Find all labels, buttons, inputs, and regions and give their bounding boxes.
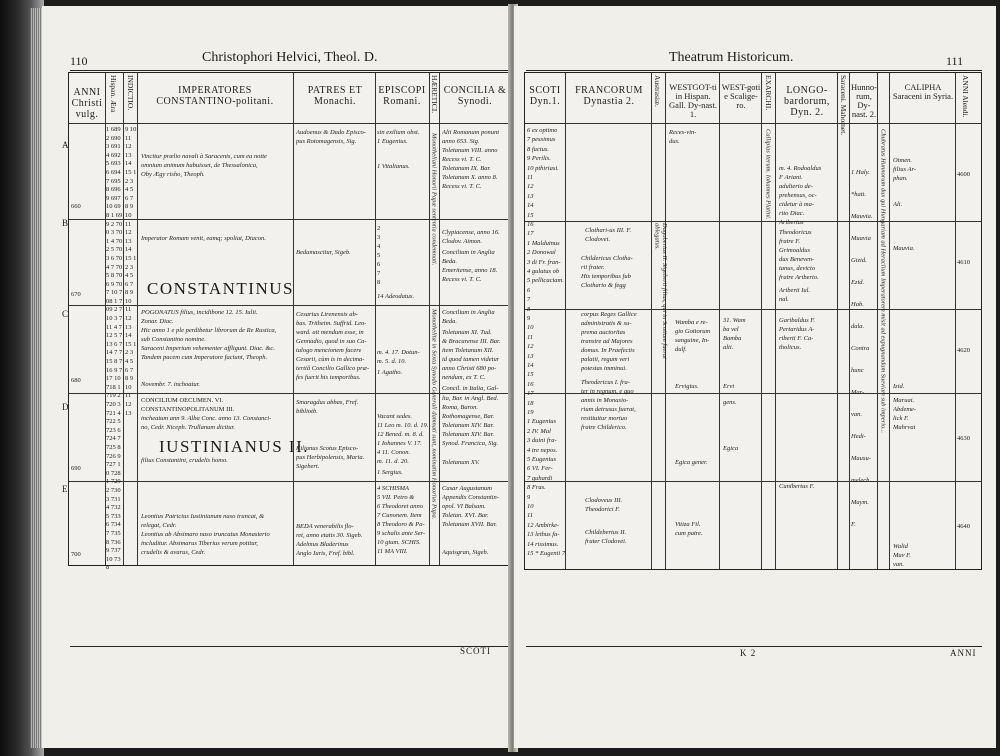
concilia-entry: id quod tamen videtur: [442, 356, 500, 363]
longobard-entry: Aribertus: [779, 219, 804, 226]
saraceni-entry: F.: [851, 521, 856, 528]
westgot-entry: Vitiza Fil.: [675, 521, 701, 528]
saraceni-entry: melech: [851, 477, 870, 484]
episcopi-entry: 8: [377, 279, 381, 286]
longobard-entry: Pertaridus A-: [779, 326, 815, 333]
concilia-entry: Toletanum XIV. Bar.: [442, 431, 495, 438]
calipha-entry: Ali.: [893, 201, 903, 208]
emperor-banner-constantinus: CONSTANTINUS: [147, 279, 294, 298]
australia-entry: Dagobertus II. Sigeberti filius, qui in Scotiam fuerat ablegatus.: [653, 223, 668, 359]
scoti-entry: 14: [527, 362, 534, 369]
concilia-entry: Toletanum XVII. Bar.: [442, 521, 498, 528]
chronology-table-left: [68, 72, 510, 572]
imperatores-entry: no, Cedr. Niceph. Trullanum dicitur.: [141, 424, 235, 431]
concilia-entry: Roma, Baron.: [442, 404, 479, 411]
header-calipha: CALIPHA Saraceni in Syria.: [892, 83, 954, 101]
header-scoti: SCOTI Dyn.1.: [529, 85, 561, 107]
concilia-entry: & Bracarense III. Bar.: [442, 338, 501, 345]
section-letter: C: [62, 309, 69, 319]
scoti-entry: 17: [527, 390, 534, 398]
westgot-entry: Egica gener.: [675, 459, 708, 466]
patres-entry: Kilianus Scotus Episco-: [296, 445, 359, 452]
saraceni-entry: Mar-: [851, 389, 865, 396]
episcopi-entry: 6: [377, 261, 381, 268]
francorum-entry: rium detrusus fuerat,: [581, 406, 636, 413]
episcopi-entry: m. 4. 17. Dotun-: [377, 349, 420, 356]
header-westgoti-scalig: WEST-goti e Scalige-ro.: [721, 83, 761, 110]
scoti-entry: 8 Fras.: [527, 484, 546, 492]
westgoti-scalig-entry: 31. Wam: [723, 317, 746, 324]
indictio-column: 9 10 11 12 13 14 15 1 2 3 4 5 6 7 8 9 10 11 12 13 14 15 1 2 3 4 5 6 7 8 9 10 11 12 13 14 15 1 2 3 4 5 6 7 8 9 10 11 12 13: [125, 126, 137, 417]
scoti-entry: 18: [527, 399, 534, 407]
imperatores-entry: Hic anno 1 e ple perdibetur librorum de Re Rustica,: [141, 327, 277, 334]
scoti-entry: 12: [527, 183, 534, 191]
scoti-entry: 4 tre nepos.: [527, 446, 558, 454]
westgot-entry: cum patre.: [675, 530, 703, 537]
scoti-entry: 4 gulatus ob: [527, 268, 560, 275]
scoti-entry: 12: [527, 343, 534, 351]
longobard-entry: tholicus.: [779, 344, 802, 351]
concilia-entry: Concilium in Anglia: [442, 309, 495, 316]
head-rule-right: [526, 70, 982, 71]
concilia-entry: Toletanum XV.: [442, 459, 480, 466]
section-letter: E: [62, 484, 68, 494]
concilia-entry: Toletanum VIII. anno: [442, 147, 498, 154]
francorum-entry: Childericus Clotha-: [581, 255, 633, 262]
episcopi-entry: 11 MA VIII.: [377, 548, 408, 555]
episcopi-entry: m. 11. d. 20.: [377, 458, 409, 465]
imperatores-entry: Oby Ægy risho, Theoph.: [141, 171, 205, 178]
chronology-table-right: [524, 72, 982, 570]
header-francorum: FRANCORUM Dynastia 2.: [575, 85, 643, 107]
scoti-entry: 15: [527, 211, 534, 219]
head-rule-left: [70, 70, 510, 71]
scoti-entry: 7 quhardi: [527, 474, 553, 482]
patres-entry: Anglo Iuris, Fref. bibl.: [296, 550, 355, 557]
header-hispan: Hispan. Æra: [109, 75, 118, 113]
scoti-entry: 5 pellicaciam.: [527, 277, 564, 285]
page-number-left: 110: [70, 54, 88, 68]
scoti-entry: 10: [527, 503, 534, 510]
header-patres: PATRES ET Monachi.: [307, 85, 363, 107]
westgot-entry: gio Gottorum: [675, 328, 711, 335]
scoti-entry: 1 Malduinus: [527, 239, 560, 247]
imperatores-entry: POGONATUS filius, incidibone 12. 15. Iulii.: [141, 309, 258, 316]
heretici-entry: Monothelitæ in Sexta Synodo Generali damnati sunt, nominatim Honorius Papa.: [430, 309, 438, 520]
header-hunnorum: Hunno-rum, Dy-nast. 2.: [851, 83, 877, 119]
concilia-entry: Aquisgran, Sigeb.: [442, 549, 489, 556]
calipha-entry: Maruai.: [893, 397, 915, 404]
concilia-entry: Toletanum X. anno 8.: [442, 174, 498, 181]
concilia-entry: Rothomagense, Bar.: [442, 413, 495, 420]
imperatores-entry: Saraceni Imperium vehementer affligunt. Diac. &c.: [141, 345, 275, 352]
episcopi-entry: 4 11. Conon.: [377, 449, 411, 456]
westgoti-scalig-entry: ba vel: [723, 326, 739, 333]
patres-entry: Cesarii, cùm is in decima-: [296, 356, 365, 363]
saraceni-entry: Mausu-: [851, 455, 871, 462]
westgot-entry: sanguine, In-: [675, 337, 710, 344]
concilia-entry: Toletanum XI. Tud.: [442, 329, 492, 336]
scoti-entry: 8 factus.: [527, 145, 550, 153]
scoti-entry: 10: [527, 324, 534, 332]
saraceni-entry: hunc: [851, 367, 864, 374]
concilia-entry: Concil. in Italia, Gal-: [442, 385, 499, 392]
westgot-entry: Reces-vin-: [669, 129, 697, 136]
scoti-entry: 14: [527, 202, 534, 210]
francorum-entry: His temporibus fub: [581, 273, 631, 280]
longobard-entry: fratre F.: [779, 238, 800, 245]
header-saraceni: Saraceni. Mahomet.: [839, 75, 848, 136]
westgoti-scalig-entry: Bamba: [723, 335, 742, 342]
episcopi-entry: 12 Bened. m. 8. d.: [377, 431, 424, 438]
running-head-right: Theatrum Historicum.: [669, 50, 794, 65]
concilia-entry: item Toletanum XII.: [442, 347, 494, 354]
francorum-entry: corpus Reges Gallice: [581, 311, 637, 318]
longobard-entry: Ariberti Iul.: [779, 287, 811, 294]
episcopi-entry: 5 VII. Petro &: [377, 494, 415, 501]
calipha-entry: Muv F.: [893, 552, 911, 559]
scoti-entry: 5 Eugenius: [527, 456, 557, 463]
francorum-entry: Theodericus I. fra-: [581, 379, 630, 386]
patres-entry: Adelmus Bladerinus: [296, 541, 349, 548]
calipha-entry: Izid.: [893, 383, 905, 390]
episcopi-entry: 2: [377, 225, 381, 232]
scoti-entry: 17: [527, 230, 534, 238]
concilia-entry: Appendix Constantin-: [442, 494, 499, 501]
scoti-entry: 6 ex optimo: [527, 127, 558, 134]
concilia-entry: Toletanum XIV. Bar.: [442, 422, 495, 429]
catchword-left: SCOTI: [460, 646, 492, 656]
imperatores-entry: sub Constantino nomine.: [141, 336, 206, 343]
scoti-entry: 16: [527, 221, 534, 228]
header-heretici: HÆRETICI.: [430, 75, 439, 114]
scoti-entry: 13 lethus fa-: [527, 531, 560, 539]
header-anni-alendi: ANNI Alendi.: [961, 75, 970, 118]
longobard-entry: Cunibertus F.: [779, 483, 815, 490]
right-page: [514, 6, 996, 748]
saraceni-entry: Ezid.: [851, 279, 865, 286]
imperatores-entry: Leontius ab Absimaro naso truncatus Monasterio: [141, 531, 270, 538]
foot-rule-left: [70, 646, 510, 647]
foot-rule-right: [526, 646, 982, 647]
concilia-entry: Emeritense, anno 18.: [442, 267, 498, 274]
longobard-entry: F Ariani.: [779, 174, 803, 181]
francorum-entry: restituitur mortuo: [581, 415, 628, 422]
episcopi-entry: 1 Eugenius.: [377, 138, 408, 145]
header-imperatores: IMPERATORES CONSTANTINO-politani.: [156, 85, 274, 107]
imperatores-entry: omnium animum habuisset, de Thessalonica,: [141, 162, 258, 169]
patres-entry: Bedamascitur, Sigeb.: [296, 249, 351, 256]
francorum-entry: prema auctoritas: [581, 329, 626, 336]
year-label: 690: [71, 465, 81, 472]
header-episcopi: EPISCOPI Romani.: [378, 85, 426, 107]
scoti-entry: 11: [527, 333, 534, 341]
francorum-entry: fratre Childerico.: [581, 424, 627, 431]
imperatores-entry: Leontius Patricius Iustinianum naso truncat, &: [141, 513, 265, 520]
catchword-right: ANNI: [950, 648, 977, 658]
scoti-entry: 9: [527, 493, 531, 501]
running-head-left: Christophori Helvici, Theol. D.: [202, 50, 378, 65]
section-letter: B: [62, 218, 69, 228]
scoti-entry: 6: [527, 286, 531, 294]
concilia-entry: Clodov. Aimon.: [442, 238, 483, 245]
patres-entry: tertiâ Concilio Gallico præ-: [296, 365, 370, 372]
longobard-entry: m. 4. Rodoaldus: [779, 165, 822, 172]
page-number-right: 111: [946, 54, 964, 68]
scoti-entry: 8: [527, 305, 531, 313]
francorum-entry: Clodovei.: [585, 236, 611, 243]
longobard-entry: Garibaldus F.: [779, 317, 815, 324]
episcopi-entry: 10 gium. SCHIS.: [377, 539, 421, 546]
scoti-entry: 7 pessimus: [527, 136, 556, 144]
concilia-entry: Toletan. XVI. Bar.: [442, 512, 489, 519]
patres-entry: ward. ait mendum esse, in: [296, 329, 364, 336]
francorum-entry: palatii, regum veri: [581, 356, 630, 363]
concilia-entry: anno Christi 680 po-: [442, 365, 497, 372]
patres-entry: talogo mencionem facere: [296, 347, 362, 354]
westgoti-scalig-entry: Egica: [723, 445, 739, 452]
longobard-entry: nal.: [779, 296, 789, 303]
concilia-entry: Recess vi. T. C.: [442, 183, 482, 190]
saraceni-entry: Gizid.: [851, 257, 867, 264]
scoti-entry: 10 pthiriasi.: [527, 164, 559, 172]
saraceni-entry: Mauvia.: [851, 213, 873, 220]
patres-entry: pus Rotomagensis, Sig.: [296, 138, 357, 145]
saraceni-entry: Hedi-: [851, 433, 866, 440]
patres-entry: ret, anno etatis 30. Sigeb.: [296, 532, 363, 539]
scoti-entry: 6 VI. Fer-: [527, 465, 553, 473]
imperatores-entry: incheatum ann 9. Alba Conc. anno 13. Constanci-: [141, 415, 272, 422]
patres-entry: Gennadio, quod in suo Ca-: [296, 338, 367, 345]
imperatores-entry: CONCILIUM OECUMEN. VI.: [141, 397, 224, 404]
saraceni-entry: *hatt.: [851, 191, 866, 198]
year-label: 660: [71, 203, 81, 210]
saraceni-entry: Contra: [851, 345, 870, 352]
scoti-entry: 11: [527, 174, 534, 181]
scoti-entry: 14 rissimus.: [527, 540, 559, 548]
episcopi-entry: 1 Vitalianus.: [377, 163, 410, 170]
francorum-entry: administratis & su-: [581, 320, 632, 327]
imperatores-entry: Novembr. 7. inchoatur.: [141, 381, 201, 388]
longobard-entry: cidetur à ma-: [779, 201, 815, 208]
concilia-entry: Beda.: [442, 258, 457, 265]
episcopi-entry: 8 Theodoro & Pa-: [377, 521, 425, 528]
calipha-entry: Mahrvat: [893, 424, 916, 431]
calipha-entry: lick F.: [893, 415, 909, 422]
concilia-entry: Concilium in Anglia: [442, 249, 495, 256]
imperatores-entry: Zonar. Diac.: [141, 318, 174, 325]
calipha-entry: Mauvia.: [893, 245, 915, 252]
francorum-entry: Childebertus II.: [585, 529, 627, 536]
patres-entry: Sigebert.: [296, 463, 320, 470]
episcopi-entry: 5: [377, 252, 381, 259]
concilia-entry: Recess vi. T. C.: [442, 276, 482, 283]
episcopi-entry: 7: [377, 270, 381, 277]
concilia-entry: anno 653. Sig.: [442, 138, 480, 145]
patres-entry: BEDA venerabilis flo-: [296, 523, 354, 530]
westgoti-scalig-entry: alii.: [723, 344, 734, 351]
saraceni-entry: Hab.: [851, 301, 864, 308]
longobard-entry: dux Beneven-: [779, 256, 815, 263]
calipha-entry: Abdeme-: [893, 406, 917, 413]
longobard-entry: fratre Ariberto.: [779, 274, 819, 281]
imperatores-entry: Tandem pacem cum Imperatore faciunt, Theoph.: [141, 354, 268, 361]
episcopi-entry: sin exilium obst.: [377, 129, 420, 136]
header-australia: Austrasiæ.: [653, 75, 662, 107]
francorum-entry: frater Clodovei.: [585, 538, 627, 545]
longobard-entry: tanus, devicto: [779, 265, 816, 272]
header-longobardorum: LONGO-bardorum, Dyn. 2.: [784, 85, 830, 118]
scoti-entry: 2 Donowal: [527, 249, 556, 257]
anni-alendi-column: 4600 4610 4620 4630 4640: [957, 171, 970, 530]
concilia-entry: Clypiacense, anno 16.: [442, 229, 500, 236]
calipha-entry: van.: [893, 561, 905, 568]
scoti-entry: 9 Perilis.: [527, 155, 551, 163]
concilia-entry: lia, Bar. in Angl. Bed.: [442, 395, 499, 402]
concilia-entry: Beda.: [442, 318, 457, 325]
scoti-entry: 12 Ambirke-: [527, 521, 560, 529]
signature-mark: K 2: [740, 648, 757, 658]
patres-entry: bibliotb.: [296, 408, 318, 415]
exarchi-entry: Callipias iterum. Iohannes Platini.: [764, 129, 772, 220]
francorum-entry: domus. In Praefectis: [581, 347, 635, 354]
episcopi-entry: 14 Adeodatus.: [377, 293, 415, 300]
longobard-entry: Grimoaldus: [779, 247, 811, 254]
scoti-entry: 13: [527, 352, 534, 360]
patres-entry: pus Herbipolensis, Maria.: [296, 454, 365, 461]
episcopi-entry: 1 Sergius.: [377, 469, 403, 476]
patres-entry: bas. Tritheim. Suffrid. Leo-: [296, 320, 367, 327]
francorum-entry: annis in Monasio-: [581, 397, 629, 404]
imperatores-entry: CONSTANTINOPOLITANUM III.: [141, 406, 235, 413]
calipha-entry: filius Ar-: [893, 166, 917, 173]
section-letter: A: [62, 140, 69, 150]
imperatores-entry: includitur. Absimarus Tiberius verum potitur,: [141, 540, 258, 547]
scoti-entry: 7: [527, 296, 531, 304]
concilia-entry: Toletanum IX. Bar.: [442, 165, 491, 172]
header-indictio: INDICTIO.: [126, 75, 135, 111]
westgoti-scalig-entry: Ervi: [723, 383, 735, 390]
episcopi-entry: 4: [377, 243, 381, 250]
imperatores-entry: Imperator Romam venit, eamq; spoliat, Diacon.: [141, 235, 266, 242]
hunnorum-entry: Chubratus Hunnorum dux qui Hungariam ad Heraclium Imperatorem misit ad expugnandam Sueviam sub imperio...: [879, 129, 887, 434]
imperatores-entry: filius Constantini, crudelis homo.: [141, 457, 228, 464]
episcopi-entry: 1 Iohannes V. 17.: [377, 440, 422, 447]
calipha-entry: phan.: [893, 175, 908, 182]
concilia-entry: opol. VI Balsam.: [442, 503, 486, 510]
scoti-entry: 9: [527, 315, 531, 322]
scoti-entry: 19: [527, 409, 534, 416]
saraceni-entry: Maym.: [851, 499, 869, 506]
episcopi-entry: 4 SCHISMA: [377, 485, 409, 492]
year-label: 680: [71, 377, 81, 384]
calipha-entry: Walid: [893, 543, 908, 550]
left-page: [42, 6, 513, 748]
section-letter: D: [62, 402, 69, 412]
scoti-entry: 3 di Fr. fran-: [527, 258, 561, 266]
heretici-entry: Monotheliani Honorii Papæ sententia condemnati.: [430, 133, 438, 266]
westgoti-scalig-entry: gens.: [723, 399, 737, 406]
year-label: 700: [71, 551, 81, 558]
scoti-entry: 15 * Eugenii 7.: [527, 550, 567, 557]
westgot-entry: dulf.: [675, 346, 687, 353]
longobard-entry: Theodoricus: [779, 229, 812, 236]
scoti-entry: 1 Eugenius: [527, 418, 557, 426]
francorum-entry: ter in regnum, e quo: [581, 388, 634, 395]
longobard-entry: riberti F. Ca-: [779, 335, 814, 342]
episcopi-entry: Vacant sedes.: [377, 413, 413, 420]
francorum-entry: Theodorici F.: [585, 506, 620, 513]
longobard-entry: rito Diac.: [779, 210, 805, 217]
saraceni-entry: dala.: [851, 323, 865, 330]
header-westgot: WESTGOT-ti in Hispan. Gall. Dy-nast. 1.: [669, 83, 717, 119]
episcopi-entry: m. 5. d. 10.: [377, 358, 407, 365]
patres-entry: Smaragdus abbas, Fref.: [296, 399, 359, 406]
patres-entry: Cesarius Lirenensis ab-: [296, 311, 358, 318]
header-concilia: CONCILIA & Synodi.: [443, 85, 507, 107]
westgot-entry: Ervigius.: [675, 383, 699, 390]
emperor-banner-iustinianus: IUSTINIANUS II.: [159, 437, 309, 456]
header-anni: ANNI Christi vulg.: [71, 87, 103, 120]
concilia-entry: Recess vi. T. C.: [442, 156, 482, 163]
westgot-entry: Wamba e re-: [675, 319, 708, 326]
scoti-entry: 3 duini fra-: [527, 437, 557, 445]
scoti-entry: 11: [527, 512, 534, 520]
imperatores-entry: crudelis & avarus, Cedr.: [141, 549, 206, 556]
longobard-entry: adulterio de-: [779, 183, 813, 190]
concilia-entry: nendum, ex T. C.: [442, 374, 486, 381]
concilia-entry: Casar Augustanum: [442, 485, 492, 492]
scoti-entry: 13: [527, 192, 534, 200]
saraceni-entry: Muavia: [851, 235, 871, 242]
francorum-entry: Clodoveus III.: [585, 497, 623, 504]
concilia-entry: Synod. Francica, Sig.: [442, 440, 499, 447]
patres-entry: Audoenus & Dado Episco-: [296, 129, 366, 136]
episcopi-entry: 7 Cunonem. Item: [377, 512, 422, 519]
header-exarchi: EXARCHI.: [764, 75, 773, 111]
francorum-entry: rii frater.: [581, 264, 605, 271]
episcopi-entry: 3: [377, 234, 381, 241]
year-label: 670: [71, 291, 81, 298]
saraceni-entry: van.: [851, 411, 863, 418]
imperatores-entry: Vincitur prælio navali à Saracenis, cum ea notte: [141, 153, 267, 160]
calipha-entry: Otmen.: [893, 157, 912, 164]
saraceni-entry: 1 Haly.: [851, 169, 870, 176]
imperatores-entry: relegat, Cedr.: [141, 522, 177, 529]
concilia-entry: Alii Romanum ponunt: [442, 129, 500, 136]
patres-entry: fes fuerit his temporibus.: [296, 374, 361, 381]
scoti-entry: 2 IV. Mal: [527, 427, 551, 435]
francorum-entry: transire ad Majores: [581, 338, 633, 345]
episcopi-entry: 9 schalis ante Ser-: [377, 530, 426, 537]
francorum-entry: Clothario & fegg: [581, 282, 626, 289]
longobard-entry: prehensus, oc-: [779, 192, 817, 199]
episcopi-entry: 6 Theodoret anno: [377, 503, 423, 510]
episcopi-entry: 11 Leo m. 10. d. 19.: [377, 422, 429, 429]
scoti-entry: 16: [527, 380, 534, 388]
francorum-entry: potestas imminui.: [581, 365, 627, 372]
episcopi-entry: 1 Agatho.: [377, 369, 403, 376]
francorum-entry: Clothari-us III. F.: [585, 227, 632, 234]
westgot-entry: dus.: [669, 138, 680, 145]
hispan-aera-column: 1 689 2 690 3 691 4 692 5 693 6 694 7 695 8 696 9 697 10 698 1 699 2 700 3 701 4 702 5 703 6 704 7 705 8 706 9 707 10 708 1 709 2 710 3 711 4 712 5 713 6 714 7 715 8 716 9 717 10 718 1 719 2 720 3 721 4 722 5 723 6 724 7 725 8 726 9 727 10 728 1 729 2 730 3 731 4 732 5 733 6 734 7 735 8 736 9 737 10 738: [106, 126, 123, 572]
scoti-entry: 15: [527, 371, 534, 379]
